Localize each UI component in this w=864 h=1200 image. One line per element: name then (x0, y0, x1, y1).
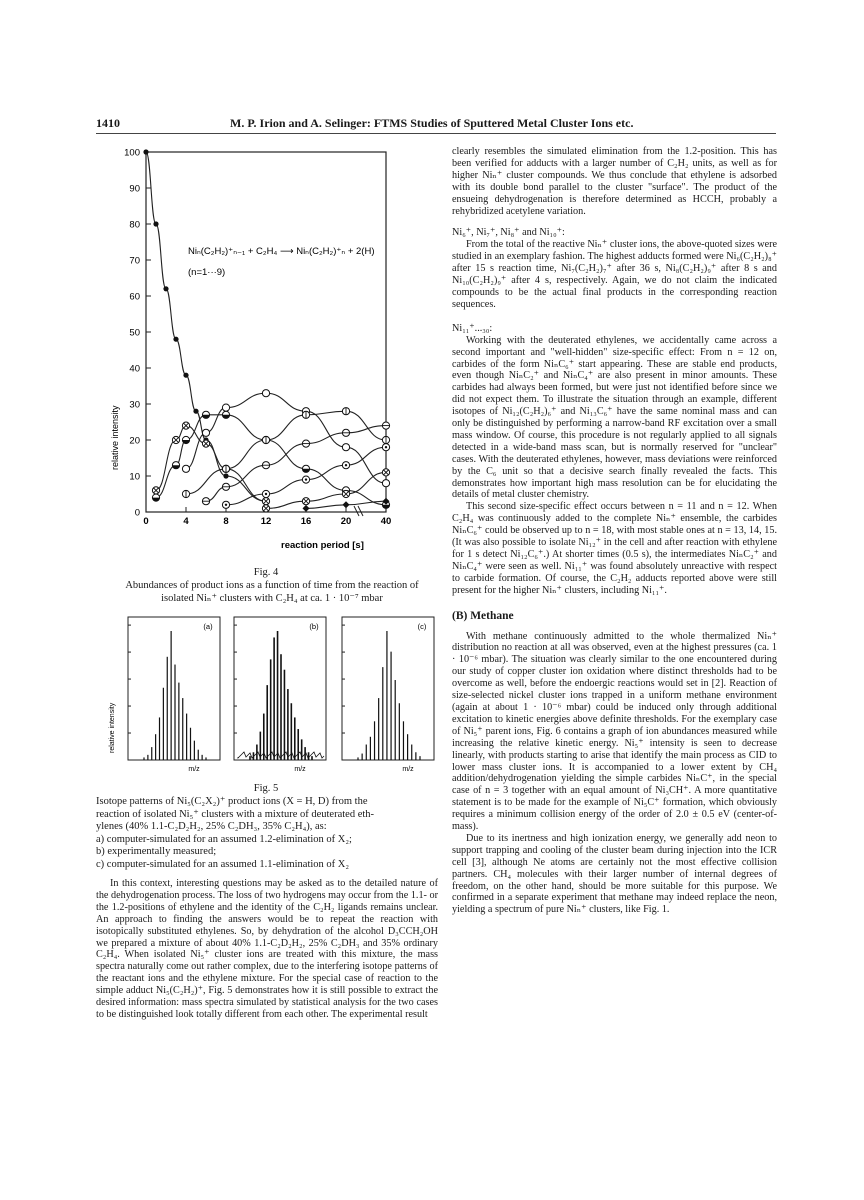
fig4-xtick-label: 40 (380, 516, 392, 527)
fig5-panel (234, 617, 326, 773)
figure-4-chart (96, 140, 436, 560)
fig4-data-point (152, 487, 159, 494)
fig4-n-range: (n=1···9) (188, 267, 226, 278)
fig4-reaction-text: Niₙ(C₂H₂)⁺ₙ₋₁ + C₂H₄ ⟶ Niₙ(C₂H₂)⁺ₙ + 2(H) (188, 246, 375, 257)
subsection-heading: Ni₆⁺, Ni₇⁺, Ni₈⁺ and Ni₁₀⁺: (452, 227, 565, 239)
fig4-series-line (146, 152, 266, 501)
paragraph: clearly resembles the simulated elimination from the 1.2-position. This has been verified for adducts with a larger number of C₂H₂ units, as well as for higher Niₙ⁺ cluster compounds. We thus conclude that ethylene is adsorbed with its double bond parallel to the cluster "surface". The product of the ensueing dehydrogenation is therefore determined as HCCH, probably a rehybridized acetylene variation. (452, 146, 777, 217)
fig4-marker-mark (265, 493, 267, 495)
fig4-ytick-label: 80 (129, 219, 140, 231)
fig4-data-point (302, 411, 309, 418)
fig4-series-line (186, 411, 386, 494)
fig4-marker-mark (305, 478, 307, 480)
paragraph: With methane continuously admitted to the whole thermalized Niₙ⁺ distribution no reaction at all was observed, even at the highest pressures (ca. 1 · 10⁻⁶ mbar). The situation was clearly similar to the one encountered during our study of copper cluster ion oxidation where distinct thresholds had to be overcome as well, before the endoergic reactions would set in [2]. Reaction of size-selected nickel cluster ions trapped in a uniform methane environment (again at about 1 · 10⁻⁶ mbar) could be induced only through additional excitation to kinetic energies above definite thresholds. For the exemplary case of Ni₅⁺ parent ions, Fig. 6 contains a graph of ion abundances measured while increasing the relative kinetic energy. Ni₅⁺ intensity is seen to decrease linearly, with products starting to arise that identify the main process as CID to lower mass cluster ions. It is accompanied to a lower extent by CH₄ addition/dehydrogenation yielding the simple carbides NiₙC⁺, in the special case of n = 3 together with an equal amount of Ni₃CH⁺. A more quantitative statement is to be made for the example of Ni₅C⁺ formation, which obviously requires a minimum collision energy of the order of 2.0 ± 0.5 eV (center-of-mass). (452, 630, 777, 833)
fig4-data-point (382, 422, 389, 429)
fig4-data-point (262, 390, 269, 397)
fig4-marker-mark (225, 504, 227, 506)
fig4-data-point (163, 286, 168, 291)
fig4-data-point (172, 462, 179, 469)
fig4-marker (343, 501, 350, 508)
fig5-caption-line: reaction of isolated Ni₅⁺ clusters with a mixture of deuterated eth- (96, 808, 375, 820)
fig4-xtick-label: 8 (223, 516, 229, 527)
fig4-ylabel: relative intensity (110, 405, 120, 470)
fig4-data-point (382, 469, 389, 476)
fig4-marker (303, 505, 310, 512)
fig4-data-point (182, 490, 189, 497)
fig4-data-point (182, 465, 189, 472)
fig4-marker (173, 337, 178, 342)
subsection-heading: Ni₁₁⁺...₃₀: (452, 322, 493, 334)
fig5-xlabel: m/z (402, 766, 414, 773)
fig4-marker (182, 465, 189, 472)
fig5-panel-frame (342, 617, 434, 760)
fig4-xtick-label: 16 (300, 516, 312, 527)
fig4-marker (223, 473, 228, 478)
fig5-xlabel: m/z (294, 766, 306, 773)
fig4-axes (124, 148, 391, 528)
fig4-marker (382, 480, 389, 487)
fig4-data-point (222, 501, 229, 508)
fig4-marker-mark (345, 464, 347, 466)
fig5-caption (96, 796, 441, 871)
fig4-label: Fig. 4 (253, 567, 279, 578)
fig4-data-point (342, 490, 349, 497)
fig5-caption-line: ylenes (40% 1.1-C₂D₂H₂, 25% C₂DH₃, 35% C₂H₄), as: (96, 821, 327, 832)
fig5-panel (342, 617, 434, 773)
fig4-data-point (382, 444, 389, 451)
fig4-ytick-label: 50 (129, 327, 140, 339)
fig4-data-point (193, 409, 198, 414)
paragraph: Working with the deuterated ethylenes, we accidentally came across a second important and "well-hidden" size-specific effect: From n = 12 on, carbides of the form NiₙC₆⁺ start appearing. These are stable end products, even though NiₙC₂⁺ and NiₙC₄⁺ are also present in minor amounts. These carbides had always been formed, but were just not identified before since we did not expect them. To illustrate the situation through an example, different isotopes of Ni₁₂(C₂H₂)₆⁺ and Ni₁₃C₆⁺ have the same nominal mass and can only be distinguished by performing a narrow-band RF excitation over a small mass window. Of course, this procedure is not regularly applied to all signals detected in a wide-band mass scan, but is normally reserved for "unclear" cases. With the deuterated ethylenes, however, mass deviations were reinforced by the C₆ unit so that a decisive search finally revealed the facts. This demonstrates how important high mass resolution can be for elucidating the details of metal cluster chemistry. (452, 334, 777, 501)
fig4-data-point (202, 498, 209, 505)
fig4-ytick-label: 40 (129, 363, 140, 375)
fig4-xtick-label: 12 (260, 516, 272, 527)
right-column-text (452, 146, 777, 916)
fig4-data-point (343, 501, 350, 508)
fig5-caption-line: Isotope patterns of Ni₅(C₂X₂)⁺ product ions (X = H, D) from the (96, 796, 368, 807)
fig4-data-point (182, 436, 189, 443)
left-column-text (96, 878, 438, 1021)
fig4-data-point (262, 505, 269, 512)
fig5-panel-frame (128, 617, 220, 760)
fig4-data-point (342, 429, 349, 436)
fig4-data-point (222, 404, 229, 411)
fig5-label: Fig. 5 (253, 783, 279, 794)
paragraph: This second size-specific effect occurs between n = 11 and n = 12. When C₂H₄ was continuously added to the complete Niₙ⁺ ensemble, the carbides NiₙC₆⁺ could be observed up to n = 18, with most stable ones at n = 13, 14, 15. (It was also possible to isolate Ni₁₂⁺ in the cell and after reaction with ethylene for 1 s detect Ni₁₂C₆⁺.) At shorter times (0.5 s), the intermediates NiₙC₂⁺ and NiₙC₄⁺ were seen as well. Ni₁₁⁺ was found absolutely unreactive with respect to carbide formation. Of course, the C₂H₂ adducts reported above were still present for the higher Niₙ⁺ clusters, including Ni₁₁⁺. (452, 501, 777, 596)
fig5-panel (128, 617, 220, 773)
paragraph: From the total of the reactive Niₙ⁺ cluster ions, the above-quoted sizes were studied in an exemplary fashion. The highest adducts formed were Ni₆(C₂H₂)₈⁺ after 15 s reaction time, Ni₇(C₂H₂)₇⁺ after 36 s, Ni₈(C₂H₂)₉⁺ after 8 s and Ni₁₀(C₂H₂)₉⁺ after 4 s, respectively. Again, we do not claim the indicated compounds to be the actual final products in the corresponding reaction sequences. (452, 239, 777, 310)
fig4-data-point (222, 483, 229, 490)
fig4-xtick-label: 0 (143, 516, 149, 527)
running-title: M. P. Irion and A. Selinger: FTMS Studies of Sputtered Metal Cluster Ions etc. (230, 116, 634, 130)
fig4-data-point (222, 465, 229, 472)
fig4-data-point (202, 411, 209, 418)
fig4-data-point (262, 490, 269, 497)
fig4-ytick-label: 90 (129, 183, 140, 195)
fig4-marker (143, 149, 148, 154)
fig4-marker (342, 444, 349, 451)
fig4-data-point (173, 337, 178, 342)
section-heading: (B) Methane (452, 609, 514, 622)
fig4-series-line (156, 415, 386, 505)
fig4-marker (153, 221, 158, 226)
paragraph: In this context, interesting questions may be asked as to the detailed nature of the dehydrogenation process. The loss of two hydrogens may occur from the 1.1- or the 1.2-positions of ethylene and the identity of the C₂H₂ ligands remains unclear. An approach to finding the answers would be to repeat the reaction with isotopically substituted ethylenes. So, by dehydration of the alcohol D₃CCH₂OH we prepared a mixture of about 40% 1.1-C₂D₂H₂, 25% C₂DH₃ and 35% ordinary C₂H₄. When isolated Ni₅⁺ cluster ions are treated with this mixture, the mass spectra naturally come out rather complex, due to the interfering isotope patterns of the reactant ions and the ethylene mixture. For the special case of reaction to the simple adduct Ni₅(C₂H₂)⁺, Fig. 5 demonstrates how it is still possible to extract the desired information: mass spectra simulated by statistical analysis for the two cases to be distinguished look totally different from each other. The experimental result (96, 878, 438, 1020)
fig5-panel-frame (234, 617, 326, 760)
fig4-data-point (342, 444, 349, 451)
fig4-caption: Abundances of product ions as a function of time from the reaction of isolated Niₙ⁺ clusters with C₂H₄ at ca. 1 · 10⁻⁷ mbar (125, 580, 419, 604)
fig4-data-point (342, 462, 349, 469)
fig4-marker (193, 409, 198, 414)
fig4-plot-frame (146, 152, 386, 512)
fig4-data-point (262, 498, 269, 505)
fig4-marker (202, 429, 209, 436)
fig5-panels (128, 617, 434, 773)
fig4-xlabel: reaction period [s] (281, 540, 364, 551)
fig4-data-point (172, 436, 179, 443)
fig4-xtick-label: 4 (183, 516, 189, 527)
fig4-data-point (382, 480, 389, 487)
fig4-marker (262, 390, 269, 397)
figure-5-chart (106, 605, 436, 785)
fig4-ytick-label: 0 (134, 507, 140, 519)
fig4-data-point (303, 505, 310, 512)
fig4-data-point (302, 498, 309, 505)
fig5-panel-label: (a) (203, 622, 213, 631)
fig4-xtick-label: 20 (340, 516, 352, 527)
fig4-data-point (262, 462, 269, 469)
fig4-ytick-label: 10 (129, 471, 140, 483)
fig4-data-point (143, 149, 148, 154)
fig4-data-point (223, 473, 228, 478)
fig4-ytick-label: 20 (129, 435, 140, 447)
fig5-ylabel: relative intensity (109, 702, 116, 753)
fig4-marker-mark (385, 446, 387, 448)
fig4-marker (163, 286, 168, 291)
fig4-data-point (262, 436, 269, 443)
fig4-data-point (153, 221, 158, 226)
fig4-ytick-label: 30 (129, 399, 140, 411)
fig4-data-point (342, 408, 349, 415)
fig4-axis-break (354, 506, 363, 516)
fig4-data-point (302, 440, 309, 447)
fig4-series-line (186, 393, 386, 483)
fig4-data-point (202, 440, 209, 447)
header-rule (96, 133, 776, 134)
page-number: 1410 (96, 116, 120, 130)
fig5-caption-line: c) computer-simulated for an assumed 1.1-elimination of X₂ (96, 858, 350, 870)
fig5-caption-line: b) experimentally measured; (96, 846, 217, 857)
fig4-marker (222, 404, 229, 411)
fig4-series-group (143, 149, 389, 512)
fig5-xlabel: m/z (188, 766, 200, 773)
fig4-data-point (222, 411, 229, 418)
fig4-data-point (182, 422, 189, 429)
fig4-data-point (302, 476, 309, 483)
fig4-data-point (382, 436, 389, 443)
fig4-ytick-label: 70 (129, 255, 140, 267)
fig5-panel-label: (b) (309, 622, 319, 631)
fig4-marker (183, 373, 188, 378)
fig4-data-point (302, 465, 309, 472)
paragraph: Due to its inertness and high ionization energy, we generally add neon to support trapping and cooling of the cluster beam during injection into the ICR cell [3], although Ne atoms are certainly not the most effective collision partners. CH₄ molecules with their larger number of internal degrees of freedom, on the other hand, should be more suitable for this purpose. We confirmed in a separate experiment that methane may indeed replace the neon, yielding a spectrum of pure Niₙ⁺ clusters, like Fig. 1. (452, 832, 777, 916)
fig5-caption-line: a) computer-simulated for an assumed 1.2-elimination of X₂; (96, 833, 352, 845)
fig4-data-point (152, 494, 159, 501)
fig5-panel-label: (c) (417, 622, 427, 631)
fig4-data-point (202, 429, 209, 436)
fig4-ytick-label: 60 (129, 291, 140, 303)
fig4-ytick-label: 100 (124, 147, 140, 159)
fig4-data-point (183, 373, 188, 378)
